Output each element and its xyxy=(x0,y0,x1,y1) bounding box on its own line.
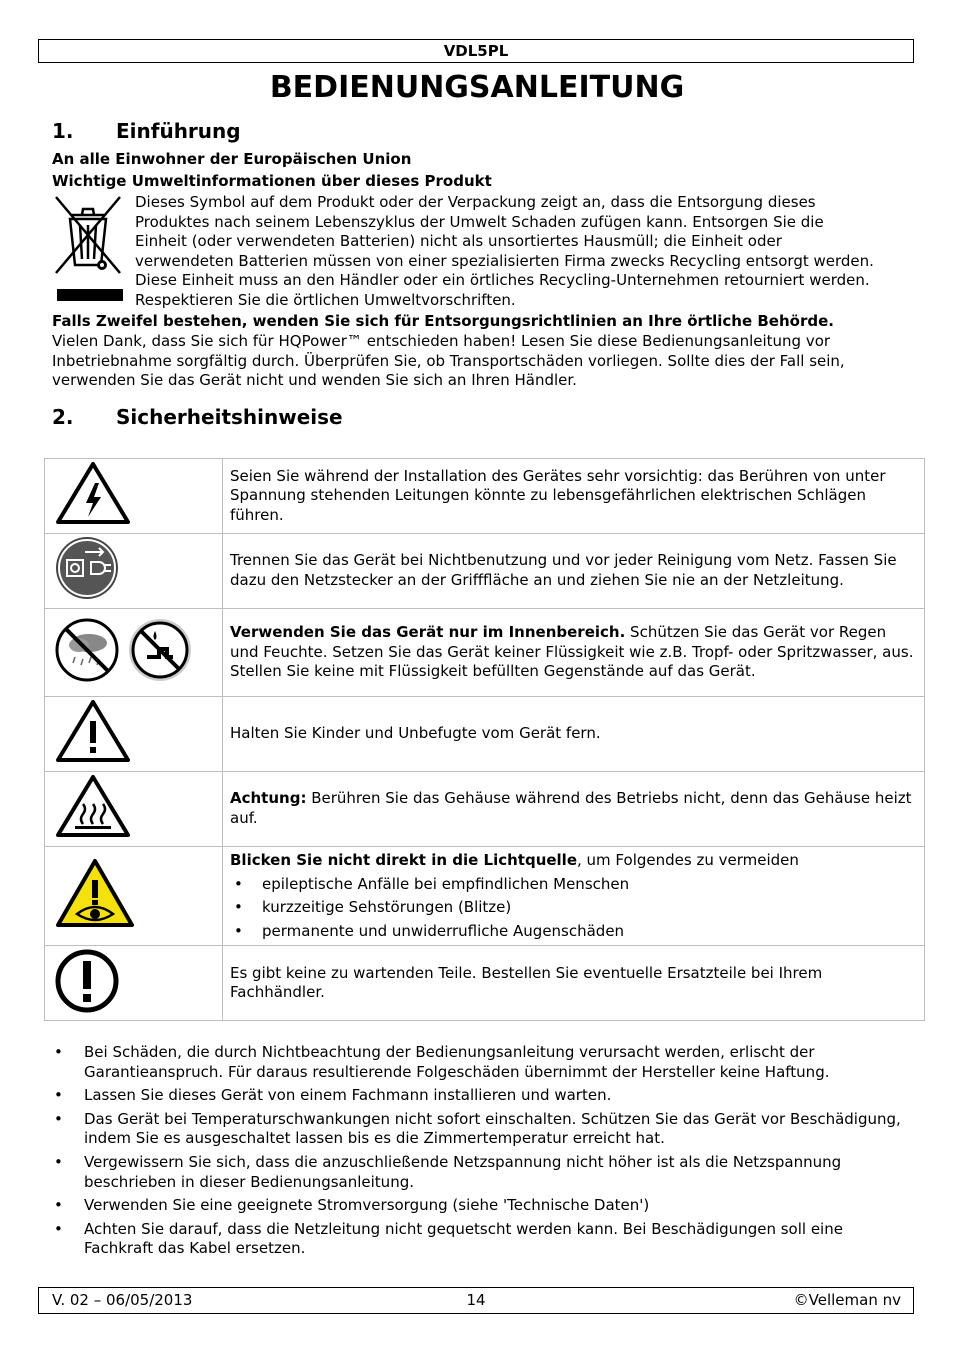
copyright: ©Velleman nv xyxy=(793,1291,901,1309)
safety-row xyxy=(45,609,925,697)
eye-light-warning-icon xyxy=(55,858,135,928)
section-2-heading xyxy=(52,405,343,429)
text: Schützen Sie das Gerät vor Regen und Feuchte. Setzen Sie das Gerät keiner Flüssigkeit wie z.B. Tropf- oder Spritzwasser, aus. Stellen Sie keine mit Flüssigkeit befüllten Gegenstände auf das Gerät. xyxy=(230,623,914,681)
weee-crossed-bin-icon xyxy=(52,193,124,305)
list-item: • Achten Sie darauf, dass die Netzleitung nicht gequetscht werden kann. Bei Beschädigungen soll eine Fachkraft das Kabel ersetzen. xyxy=(52,1220,902,1259)
section-1-heading xyxy=(52,119,241,143)
list-item: • Lassen Sie dieses Gerät von einem Fachmann installieren und warten. xyxy=(52,1086,902,1106)
safety-row xyxy=(45,847,925,946)
safety-row xyxy=(45,459,925,534)
bold-text: Achtung: xyxy=(230,789,307,808)
text: Berühren Sie das Gehäuse während des Betriebs nicht, denn das Gehäuse heizt auf. xyxy=(230,789,912,827)
bold-text: Verwenden Sie das Gerät nur im Innenbereich. xyxy=(230,623,626,642)
safety-row xyxy=(45,946,925,1021)
text-cell xyxy=(223,847,925,946)
icon-cell xyxy=(45,772,223,847)
safety-table xyxy=(44,458,925,1021)
section-title: Sicherheitshinweise xyxy=(116,405,343,429)
text-cell: Es gibt keine zu wartenden Teile. Bestellen Sie eventuelle Ersatzteile bei Ihrem Fachhändler. xyxy=(223,946,925,1021)
list-item: • Das Gerät bei Temperaturschwankungen nicht sofort einschalten. Schützen Sie das Gerät vor Beschädigung, indem Sie es ausgeschaltet lassen bis es die Zimmertemperatur erreicht hat. xyxy=(52,1110,902,1149)
unplug-icon xyxy=(55,536,119,600)
exclamation-circle-icon xyxy=(55,949,123,1013)
general-warning-icon xyxy=(55,699,131,763)
icon-cell xyxy=(45,609,223,697)
authority-note: Falls Zweifel bestehen, wenden Sie sich für Entsorgungsrichtlinien an Ihre örtliche Behörde. xyxy=(52,312,834,330)
section-number: 1. xyxy=(52,119,74,143)
text-cell: Halten Sie Kinder und Unbefugte vom Gerät fern. xyxy=(223,697,925,772)
list-item: • Verwenden Sie eine geeignete Stromversorgung (siehe 'Technische Daten') xyxy=(52,1196,902,1216)
list-item: • epileptische Anfälle bei empfindlichen Menschen xyxy=(230,875,918,895)
safety-row xyxy=(45,697,925,772)
list-item: • Vergewissern Sie sich, dass die anzuschließende Netzspannung nicht höher ist als die Netzspannung beschrieben in dieser Bedienungsanleitung. xyxy=(52,1153,902,1192)
bold-text: Blicken Sie nicht direkt in die Lichtquelle xyxy=(230,851,577,869)
text: , um Folgendes zu vermeiden xyxy=(577,851,799,869)
icon-cell xyxy=(45,847,223,946)
safety-bullet-list xyxy=(52,1043,902,1263)
page-title: BEDIENUNGSANLEITUNG xyxy=(269,70,685,105)
list-item: • permanente und unwiderrufliche Augenschäden xyxy=(230,922,918,942)
version-date: V. 02 – 06/05/2013 xyxy=(52,1291,193,1309)
text-cell xyxy=(223,609,925,697)
section-number: 2. xyxy=(52,405,74,429)
document-header: VDL5PL xyxy=(38,39,914,63)
icon-cell xyxy=(45,534,223,609)
list-item: • kurzzeitige Sehstörungen (Blitze) xyxy=(230,898,918,918)
text-cell: Trennen Sie das Gerät bei Nichtbenutzung und vor jeder Reinigung vom Netz. Fassen Sie dazu den Netzstecker an der Grifffläche an und ziehen Sie nie an der Netzleitung. xyxy=(223,534,925,609)
intro-paragraph: Dieses Symbol auf dem Produkt oder der Verpackung zeigt an, dass die Entsorgung dieses Produktes nach seinem Lebenszyklus der Umwelt Schaden zufügen kann. Entsorgen Sie die Einheit (oder verwendeten Batterien) nicht als unsortiertes Hausmüll; die Einheit oder verwendeten Batterien müssen von einer spezialisierten Firma zwecks Recycling entsorgt werden. Diese Einheit muss an den Händler oder ein örtliches Recycling-Unternehmen retourniert werden. Respektieren Sie die örtlichen Umweltvorschriften. xyxy=(135,193,874,309)
bullet-list xyxy=(230,875,918,942)
text-cell: Seien Sie während der Installation des Gerätes sehr vorsichtig: das Berühren von unter Spannung stehenden Leitungen könnte zu lebensgefährlichen elektrischen Schlägen führen. xyxy=(223,459,925,534)
page-number: 14 xyxy=(466,1291,486,1309)
no-rain-no-water-icon xyxy=(55,617,195,683)
thank-you-paragraph: Vielen Dank, dass Sie sich für HQPower™ entschieden haben! Lesen Sie diese Bedienungsanleitung vor Inbetriebnahme sorgfältig durch. Überprüfen Sie, ob Transportschäden vorliegen. Sollte dies der Fall sein, verwenden Sie das Gerät nicht und wenden Sie sich an Ihren Händler. xyxy=(52,332,845,390)
list-item: • Bei Schäden, die durch Nichtbeachtung der Bedienungsanleitung verursacht werden, erlischt der Garantieanspruch. Für daraus resultierende Folgeschäden übernimmt der Hersteller keine Haftung. xyxy=(52,1043,902,1082)
hot-surface-icon xyxy=(55,774,131,838)
page-footer xyxy=(38,1287,914,1314)
safety-row xyxy=(45,772,925,847)
text-cell xyxy=(223,772,925,847)
subheading-environment: Wichtige Umweltinformationen über dieses Produkt xyxy=(52,172,492,190)
icon-cell xyxy=(45,697,223,772)
subheading-eu: An alle Einwohner der Europäischen Union xyxy=(52,150,412,168)
electric-shock-warning-icon xyxy=(55,461,131,525)
safety-row xyxy=(45,534,925,609)
icon-cell xyxy=(45,459,223,534)
section-title: Einführung xyxy=(116,119,241,143)
icon-cell xyxy=(45,946,223,1021)
